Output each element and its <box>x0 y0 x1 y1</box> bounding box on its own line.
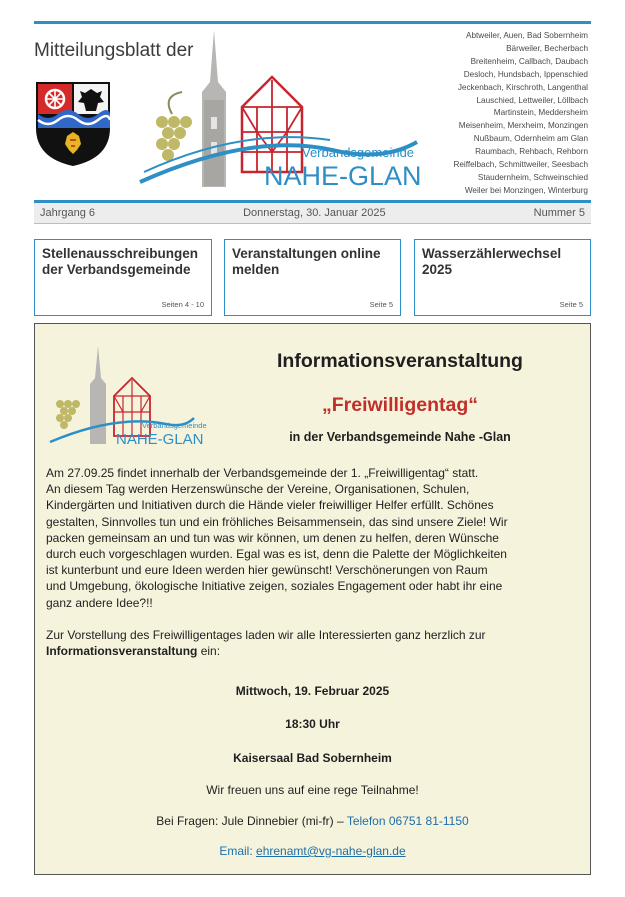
logo-small-line2: NAHE-GLAN <box>116 431 204 448</box>
body-line: Am 27.09.25 findet innerhalb der Verbandsgemeinde der 1. „Freiwilligentag“ statt. <box>46 466 479 480</box>
issue-info-bar <box>34 200 591 224</box>
municipality-line: Abtweiler, Auen, Bad Sobernheim <box>466 31 588 40</box>
teaser-events-online[interactable] <box>224 239 401 316</box>
teaser-title: Veranstaltungen online melden <box>232 246 381 277</box>
teaser-title: Wasserzählerwechsel 2025 <box>422 246 562 277</box>
logo-line2: NAHE-GLAN <box>264 161 422 191</box>
teaser-page-ref: Seite 5 <box>369 300 393 309</box>
event-venue: Kaisersaal Bad Sobernheim <box>233 751 392 765</box>
municipality-line: Desloch, Hundsbach, Ippenschied <box>463 69 588 79</box>
issue-number: Nummer 5 <box>533 207 585 219</box>
logo-line1: Verbandsgemeinde <box>302 145 415 160</box>
municipality-line: Bärweiler, Becherbach <box>506 43 588 53</box>
municipality-list <box>428 30 588 198</box>
body-line: durch euch vorgeschlagen wurden. Egal was es ist, denn die Palette der Möglichkeiten <box>46 547 507 562</box>
teaser-page-ref: Seite 5 <box>559 300 583 309</box>
coat-of-arms-icon <box>34 80 112 168</box>
event-announcement <box>34 323 591 875</box>
municipality-line: Nußbaum, Odernheim am Glan <box>473 134 588 144</box>
municipality-line: Breitenheim, Callbach, Daubach <box>470 56 588 66</box>
event-closing: Wir freuen uns auf eine rege Teilnahme! <box>206 783 419 797</box>
event-body <box>46 465 581 659</box>
nahe-glan-logo-small <box>46 344 207 448</box>
body-line: ist kunterbunt und eure Ideen werden hier gewünscht! Verschönerungen von Raum <box>46 563 488 578</box>
body-line: und Umgebung, ökologische Initiative zeigen, soziales Engagement oder habt ihr eine <box>46 579 503 594</box>
teaser-page-ref: Seiten 4 - 10 <box>161 300 204 309</box>
municipality-line: Meisenheim, Merxheim, Monzingen <box>458 121 588 131</box>
issue-volume: Jahrgang 6 <box>40 207 96 219</box>
logo-small-line1: Verbandsgemeinde <box>142 421 207 430</box>
event-heading: Informationsveranstaltung <box>277 350 523 372</box>
issue-date: Donnerstag, 30. Januar 2025 <box>243 207 386 219</box>
municipality-line: Martinstein, Meddersheim <box>493 108 588 118</box>
teaser-water-meter[interactable] <box>414 239 591 316</box>
municipality-line: Lauschied, Lettweiler, Löllbach <box>476 95 588 105</box>
event-date: Mittwoch, 19. Februar 2025 <box>235 684 390 698</box>
body-line-invite <box>46 643 581 659</box>
invite-end: ein: <box>197 644 221 659</box>
event-location-line: in der Verbandsgemeinde Nahe -Glan <box>289 430 511 444</box>
municipality-line: Weiler bei Monzingen, Winterburg <box>464 185 588 195</box>
contact-prefix: Bei Fragen: Jule Dinnebier (mi-fr) – <box>156 814 347 828</box>
municipality-line: Staudernheim, Schweinschied <box>477 172 588 182</box>
event-contact <box>35 814 590 828</box>
body-line: packen gemeinsam an und tun was wir können, um denen zu helfen, deren Wünsche <box>46 530 499 545</box>
municipality-line: Reiffelbach, Schmittweiler, Seesbach <box>453 160 588 170</box>
municipality-line: Jeckenbach, Kirschroth, Langenthal <box>457 82 588 92</box>
event-time: 18:30 Uhr <box>285 717 340 731</box>
event-subheading: „Freiwilligentag“ <box>321 394 479 416</box>
email-link[interactable]: ehrenamt@vg-nahe-glan.de <box>256 844 406 858</box>
body-line: An diesem Tag werden Herzenswünsche der Vereine, Organisationen, Schulen, <box>46 482 470 497</box>
body-line: gestalten, Sinnvolles tun und ein fröhliches Beisammensein, das sind unsere Ziele! Wir <box>46 514 508 529</box>
teaser-job-postings[interactable] <box>34 239 212 316</box>
invite-bold: Informationsveranstaltung <box>46 644 198 659</box>
email-label: Email: <box>219 844 257 858</box>
masthead-title: Mitteilungsblatt der <box>34 40 194 61</box>
contact-phone[interactable]: Telefon 06751 81-1150 <box>346 814 469 828</box>
body-line: ganz andere Idee?!! <box>46 595 153 610</box>
nahe-glan-logo <box>132 22 424 192</box>
body-line: Zur Vorstellung des Freiwilligentages laden wir alle Interessierten ganz herzlich zur <box>46 627 486 642</box>
body-line: Kindergärten und Initiativen durch die Hände vieler freiwilliger Helfer erfüllt. Schönes <box>46 498 494 513</box>
municipality-line: Raumbach, Rehbach, Rehborn <box>475 147 588 157</box>
event-email <box>35 844 590 858</box>
teaser-title: Stellenausschreibungen der Verbandsgemeinde <box>42 246 199 277</box>
